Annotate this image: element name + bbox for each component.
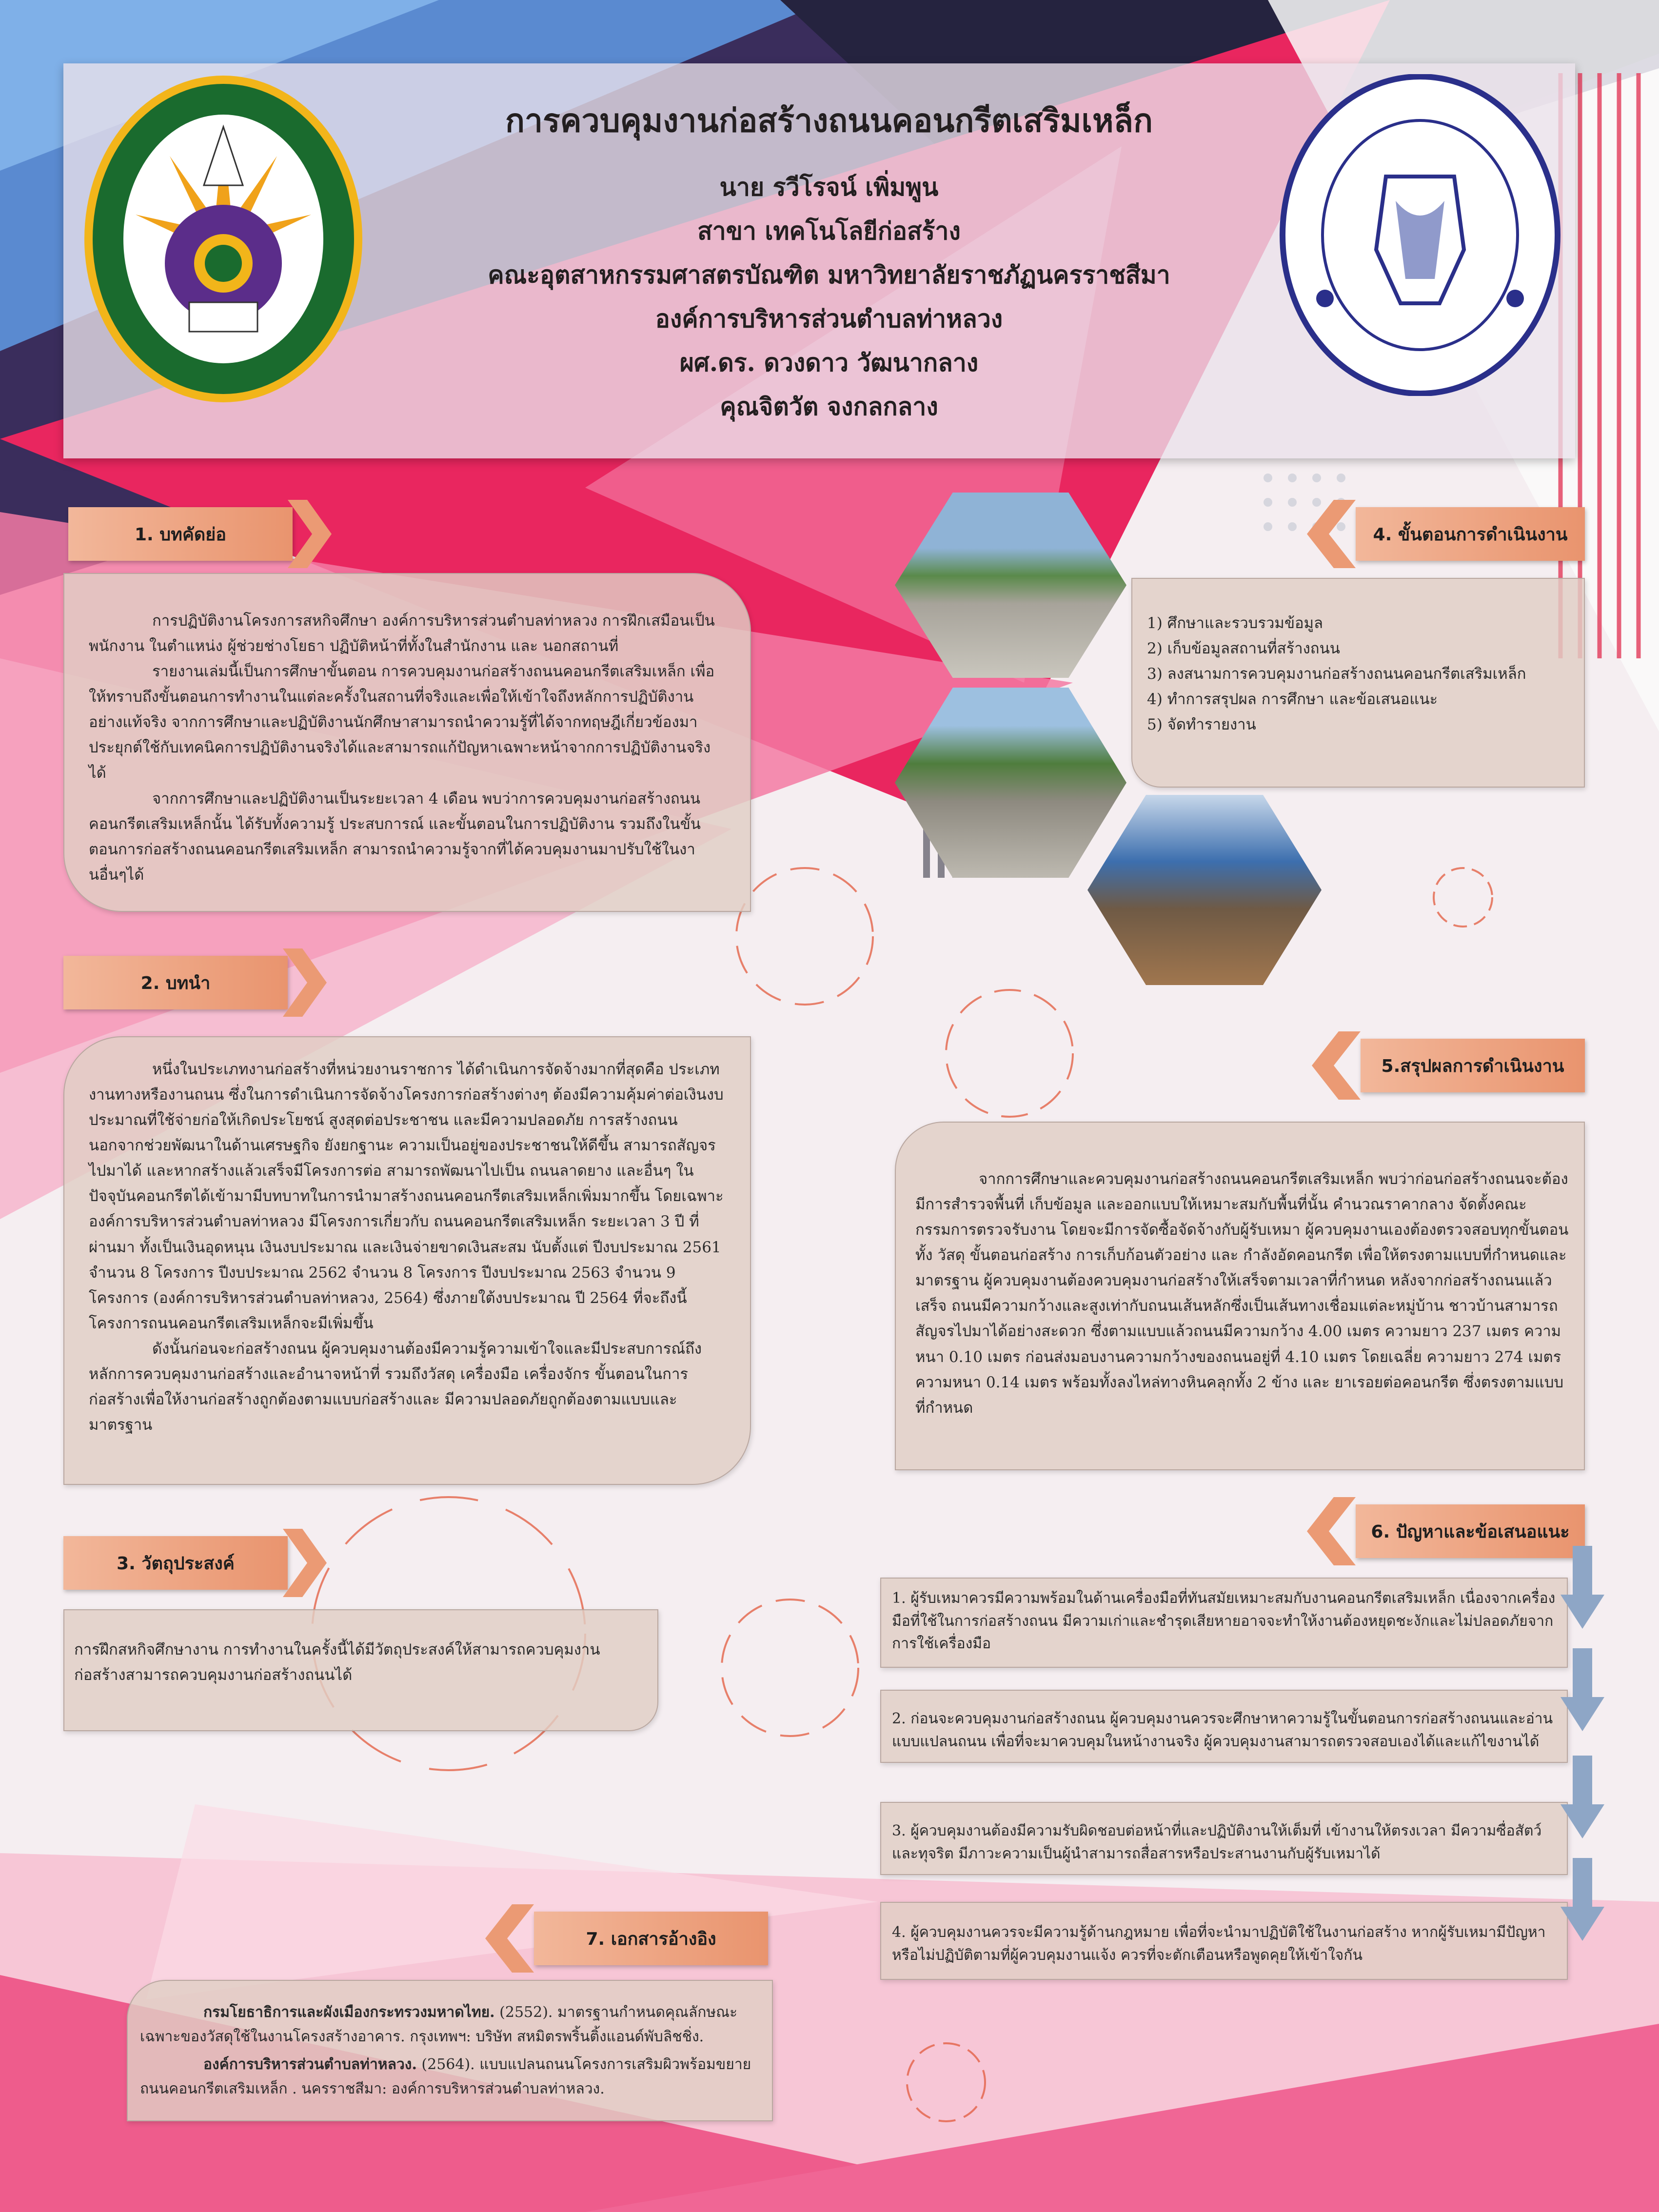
procedure-box xyxy=(1131,578,1585,788)
program-name: สาขา เทคโนโลยีก่อสร้าง xyxy=(697,217,961,245)
conclusion-box xyxy=(895,1122,1585,1470)
section-7-header: 7. เอกสารอ้างอิง xyxy=(534,1912,768,1965)
down-arrow-icon xyxy=(1560,1756,1604,1838)
conclusion-text: จากการศึกษาและควบคุมงานก่อสร้างถนนคอนกรีตเสริมเหล็ก พบว่าก่อนก่อสร้างถนนจะต้องมีการสำรวจพื้นที่ เก็บข้อมูล และออกแบบให้เหมาะสมกับพื้นที่นั้น คำนวณราคากลาง จัดตั้งคณะกรรมการตรวจรับงาน โดยจะมีการจัดซื้อจัดจ้างกับผู้รับเหมา ผู้ควบคุมงานเองต้องตรวจสอบทุกขั้นตอนทั้ง วัสดุ ขั้นตอนก่อสร้าง การเก็บก้อนตัวอย่าง และ กำลังอัดคอนกรีต เพื่อให้ตรงตามแบบที่กำหนดและมาตรฐาน ผู้ควบคุมงานต้องควบคุมงานก่อสร้างให้เสร็จตามเวลาที่กำหนด หลังจากก่อสร้างถนนแล้วเสร็จ ถนนมีความกว้างและสูงเท่ากับถนนเส้นหลักซึ่งเป็นเส้นทางเชื่อมแต่ละหมู่บ้าน ชาวบ้านสามารถสัญจรไปมาได้อย่างสะดวก ซึ่งตามแบบแล้วถนนมีความกว้าง 4.00 เมตร ความยาว 237 เมตร ความหนา 0.10 เมตร ก่อนส่งมอบงานความกว้างของถนนอยู่ที่ 4.10 เมตร โดยเฉลี่ย ความยาว 274 เมตร ความหนา 0.14 เมตร พร้อมทั้งลงไหล่ทางหินคลุกทั้ง 2 ข้าง และ ยาเรอยต่อคอนกรีต ซึ่งตรงตามแบบที่กำหนด xyxy=(915,1170,1569,1417)
procedure-step: 4) ทำการสรุปผล การศึกษา และข้อเสนอแนะ xyxy=(1147,691,1438,709)
poster-title: การควบคุมงานก่อสร้างถนนคอนกรีตเสริมเหล็ก xyxy=(505,101,1153,139)
suggestion-item xyxy=(880,1902,1568,1980)
section-4-header: 4. ขั้นตอนการดำเนินงาน xyxy=(1356,507,1585,561)
introduction-box xyxy=(63,1036,751,1485)
abstract-box xyxy=(63,573,751,912)
abstract-paragraph: รายงานเล่มนี้เป็นการศึกษาขั้นตอน การควบคุมงานก่อสร้างถนนคอนกรีตเสริมเหล็ก เพื่อให้ทราบถึงขั้นตอนการทำงานในแต่ละครั้งในสถานที่จริงและเพื่อให้เข้าใจถึงหลักการปฏิบัติงานอย่างแท้จริง จากการศึกษาและปฏิบัติงานนักศึกษาสามารถนำความรู้ที่ได้จากทฤษฎีเกี่ยวข้องมาประยุกต์ใช้กับเทคนิคการปฏิบัติงานจริงได้และสามารถแก้ปัญหาเฉพาะหน้าจากการปฏิบัติงานจริงได้ xyxy=(89,663,715,782)
author-name: นาย รวีโรจน์ เพิ่มพูน xyxy=(719,173,939,201)
abstract-paragraph: การปฏิบัติงานโครงการสหกิจศึกษา องค์การบริหารส่วนตำบลท่าหลวง การฝึกเสมือนเป็นพนักงาน ในตำแหน่ง ผู้ช่วยช่างโยธา ปฏิบัติหน้าที่ทั้งในสำนักงาน และ นอกสถานที่ xyxy=(89,612,715,655)
suggestion-text: 3. ผู้ควบคุมงานต้องมีความรับผิดชอบต่อหน้าที่และปฏิบัติงานให้เต็มที่ เข้างานให้ตรงเวลา มีความซื่อสัตว์และทุจริต มีภาวะความเป็นผู้นำสามารถสื่อสารหรือประสานงานกับผู้รับเหมาได้ xyxy=(892,1822,1542,1862)
chevron-right-icon xyxy=(288,500,332,568)
chevron-left-icon xyxy=(1307,500,1356,568)
faculty-name: คณะอุตสาหกรรมศาสตรบัณฑิต มหาวิทยาลัยราชภัฏนครราชสีมา xyxy=(488,260,1170,289)
suggestion-item xyxy=(880,1802,1568,1875)
chevron-left-icon xyxy=(1307,1497,1356,1565)
university-logo xyxy=(82,73,365,405)
suggestion-item xyxy=(880,1578,1568,1668)
chevron-right-icon xyxy=(283,948,327,1017)
chevron-left-icon xyxy=(485,1904,534,1973)
down-arrow-icon xyxy=(1560,1858,1604,1941)
mentor-name: คุณจิตวัต จงกลกลาง xyxy=(720,392,938,421)
introduction-paragraph: หนึ่งในประเภทงานก่อสร้างที่หน่วยงานราชการ ได้ดำเนินการจัดจ้างมากที่สุดคือ ประเภทงานทางหรืองานถนน ซึ่งในการดำเนินการจัดจ้างโครงการก่อสร้างต่างๆ ต้องมีความคุ้มค่าต่อเงินงบประมาณที่ใช้จ่ายก่อให้เกิดประโยชน์ สูงสุดต่อประชาชน และมีความปลอดภัย การสร้างถนนนอกจากช่วยพัฒนาในด้านเศรษฐกิจ ยังยกฐานะ ความเป็นอยู่ของประชาชนให้ดีขึ้น สามารถสัญจรไปมาได้ และหากสร้างแล้วเสร็จมีโครงการต่อ สามารถพัฒนาไปเป็น ถนนลาดยาง และอื่นๆ ในปัจจุบันคอนกรีตได้เข้ามามีบทบาทในการนำมาสร้างถนนคอนกรีตเสริมเหล็กเพิ่มมากขึ้น โดยเฉพาะองค์การบริหารส่วนตำบลท่าหลวง มีโครงการเกี่ยวกับ ถนนคอนกรีตเสริมเหล็ก ระยะเวลา 3 ปี ที่ผ่านมา ทั้งเป็นเงินอุดหนุน เงินงบประมาณ และเงินจ่ายขาดเงินสะสม นับตั้งแต่ ปีงบประมาณ 2561 จำนวน 8 โครงการ ปีงบประมาณ 2562 จำนวน 8 โครงการ ปีงบประมาณ 2563 จำนวน 9 โครงการ (องค์การบริหารส่วนตำบลท่าหลวง, 2564) ซึ่งภายใต้งบประมาณ ปี 2564 ที่จะถึงนี้ โครงการถนนคอนกรีตเสริมเหล็กจะมีเพิ่มขึ้น xyxy=(89,1061,724,1332)
introduction-paragraph: ดังนั้นก่อนจะก่อสร้างถนน ผู้ควบคุมงานต้องมีความรู้ความเข้าใจและมีประสบการณ์ถึงหลักการควบคุมงานก่อสร้างและอำนาจหน้าที่ รวมถึงวัสดุ เครื่องมือ เครื่องจักร ขั้นตอนในการก่อสร้างเพื่อให้งานก่อสร้างถูกต้องตามแบบก่อสร้างและ มีความปลอดภัยถูกต้องตามแบบและมาตรฐาน xyxy=(89,1340,702,1434)
section-1-header: 1. บทคัดย่อ xyxy=(68,507,293,561)
section-6-header: 6. ปัญหาและข้อเสนอแนะ xyxy=(1356,1504,1585,1558)
tao-logo xyxy=(1279,74,1561,396)
procedure-step: 3) ลงสนามการควบคุมงานก่อสร้างถนนคอนกรีตเสริมเหล็ก xyxy=(1147,665,1526,683)
section-5-header: 5.สรุปผลการดำเนินงาน xyxy=(1361,1039,1585,1092)
down-arrow-icon xyxy=(1560,1648,1604,1731)
procedure-step: 2) เก็บข้อมูลสถานที่สร้างถนน xyxy=(1147,640,1340,658)
objective-box xyxy=(63,1609,658,1731)
section-3-header: 3. วัตถุประสงค์ xyxy=(63,1536,288,1590)
references-box xyxy=(127,1980,773,2121)
procedure-step: 1) ศึกษาและรวบรวมข้อมูล xyxy=(1147,614,1323,632)
down-arrow-icon xyxy=(1560,1546,1604,1629)
chevron-right-icon xyxy=(283,1529,327,1597)
chevron-left-icon xyxy=(1312,1031,1361,1100)
reference-entry: องค์การบริหารส่วนตำบลท่าหลวง. (2564). แบบแปลนถนนโครงการเสริมผิวพร้อมขยายถนนคอนกรีตเสริมเหล็ก . นครราชสีมา: องค์การบริหารส่วนตำบลท่าหลวง. xyxy=(140,2055,751,2098)
suggestion-text: 2. ก่อนจะควบคุมงานก่อสร้างถนน ผู้ควบคุมงานควรจะศึกษาหาความรู้ในขั้นตอนการก่อสร้างถนนและอ่านแบบแปลนถนน เพื่อที่จะมาควบคุมในหน้างานจริง ผู้ควบคุมงานสามารถตรวจสอบเองได้และแก้ไขงานได้ xyxy=(892,1710,1553,1750)
suggestion-text: 1. ผู้รับเหมาควรมีความพร้อมในด้านเครื่องมือที่ทันสมัยเหมาะสมกับงานคอนกรีตเสริมเหล็ก เนื่องจากเครื่องมือที่ใช้ในการก่อสร้างถนน มีความเก่าและชำรุดเสียหายอาจจะทำให้งานต้องหยุดชะงักและไม่ปลอดภัยจากการใช้เครื่องมือ xyxy=(892,1590,1556,1652)
suggestion-item xyxy=(880,1690,1568,1763)
suggestion-text: 4. ผู้ควบคุมงานควรจะมีความรู้ด้านกฎหมาย เพื่อที่จะนำมาปฏิบัติใช้ในงานก่อสร้าง หากผู้รับเหมามีปัญหาหรือไม่ปฏิบัติตามที่ผู้ควบคุมงานแจ้ง ควรที่จะตักเตือนหรือพูดคุยให้เข้าใจกัน xyxy=(892,1924,1546,1964)
objective-text: การฝึกสหกิจศึกษางาน การทำงานในครั้งนี้ได้มีวัตถุประสงค์ให้สามารถควบคุมงานก่อสร้างสามารถควบคุมงานก่อสร้างถนนได้ xyxy=(74,1641,600,1684)
section-2-header: 2. บทนำ xyxy=(63,956,288,1009)
procedure-step: 5) จัดทำรายงาน xyxy=(1147,716,1256,734)
reference-entry: กรมโยธาธิการและผังเมืองกระทรวงมหาดไทย. (2552). มาตรฐานกำหนดคุณลักษณะเฉพาะของวัสดุใช้ในงานโครงสร้างอาคาร. กรุงเทพฯ: บริษัท สหมิตรพริ้นติ้งแอนด์พับลิชชิ่ง. xyxy=(140,2004,738,2046)
organization-name: องค์การบริหารส่วนตำบลท่าหลวง xyxy=(655,304,1003,333)
abstract-paragraph: จากการศึกษาและปฏิบัติงานเป็นระยะเวลา 4 เดือน พบว่าการควบคุมงานก่อสร้างถนนคอนกรีตเสริมเหล็กนั้น ได้รับทั้งความรู้ ประสบการณ์ และขั้นตอนในการปฏิบัติงาน รวมถึงในขั้นตอนการก่อสร้างถนนคอนกรีตเสริมเหล็ก สามารถนำความรู้จากที่ได้ควบคุมงานมาปรับใช้ในงานอื่นๆได้ xyxy=(89,790,701,884)
advisor-name: ผศ.ดร. ดวงดาว วัฒนากลาง xyxy=(679,348,979,377)
